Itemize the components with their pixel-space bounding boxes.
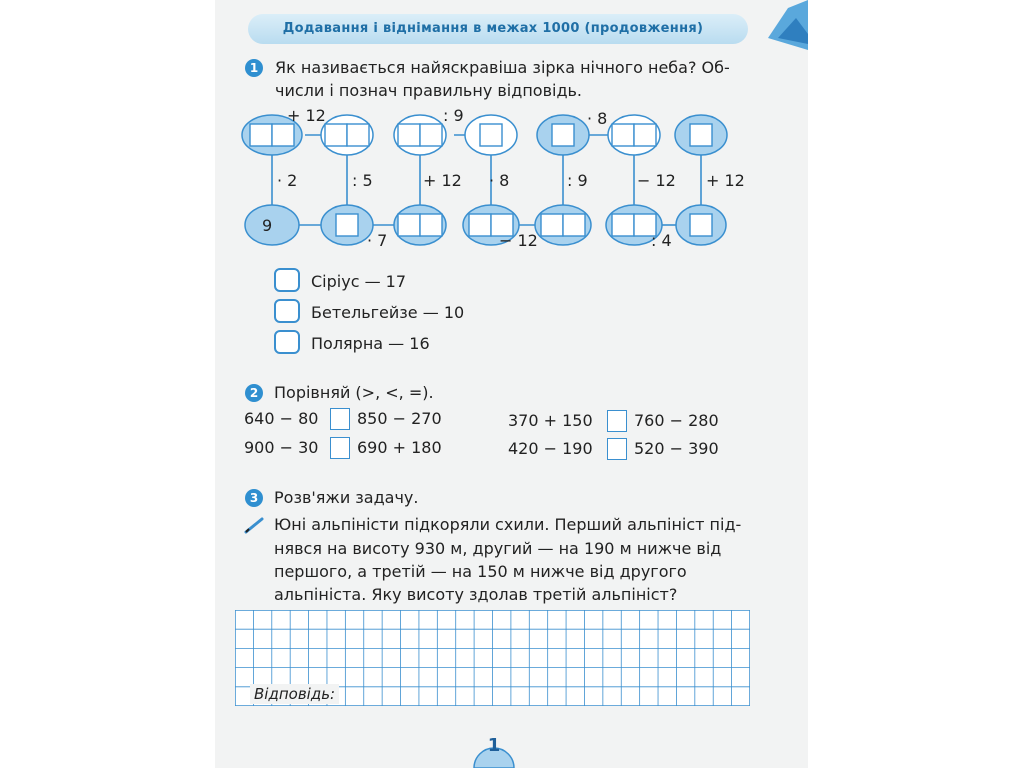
compare-right-expr: 690 + 180 xyxy=(357,438,442,457)
op-label: · 7 xyxy=(367,231,388,250)
page-title: Додавання і віднімання в межах 1000 (продовження) xyxy=(282,21,704,36)
task3-text-line: Юні альпіністи підкоряли схили. Перший альпініст під- xyxy=(274,515,742,534)
compare-right-expr: 760 − 280 xyxy=(634,411,719,430)
option-checkbox-sirius[interactable] xyxy=(274,268,300,292)
op-label: · 2 xyxy=(277,171,298,190)
option-checkbox-betelgeuse[interactable] xyxy=(274,299,300,323)
task2-title: Порівняй (>, <, =). xyxy=(274,383,434,402)
start-value: 9 xyxy=(262,216,273,235)
task-number-badge: 3 xyxy=(245,489,263,507)
task3-title: Розв'яжи задачу. xyxy=(274,488,419,507)
pencil-icon xyxy=(244,516,266,534)
compare-answer-box[interactable] xyxy=(607,410,627,432)
compare-right-expr: 850 − 270 xyxy=(357,409,442,428)
op-label: + 12 xyxy=(706,171,745,190)
op-label: · 8 xyxy=(489,171,510,190)
compare-left-expr: 370 + 150 xyxy=(508,411,593,430)
op-label: − 12 xyxy=(637,171,676,190)
task1-text-line1: Як називається найяскравіша зірка нічного неба? Об- xyxy=(275,58,730,77)
task3-text-line: нявся на висоту 930 м, другий — на 190 м нижче від xyxy=(274,539,722,558)
op-label: · 8 xyxy=(587,109,608,128)
op-label: + 12 xyxy=(423,171,462,190)
op-label: : 9 xyxy=(443,106,464,125)
compare-left-expr: 900 − 30 xyxy=(244,438,319,457)
op-label: : 4 xyxy=(651,231,672,250)
compare-answer-box[interactable] xyxy=(330,408,350,430)
page-number: 1 xyxy=(487,735,501,756)
compare-left-expr: 640 − 80 xyxy=(244,409,319,428)
op-label: : 5 xyxy=(352,171,373,190)
option-label-betelgeuse: Бетельгейзе — 10 xyxy=(311,303,465,322)
task3-text-line: першого, а третій — на 150 м нижче від другого xyxy=(274,562,687,581)
op-label: + 12 xyxy=(287,106,326,125)
op-label: : 9 xyxy=(567,171,588,190)
option-label-polaris: Полярна — 16 xyxy=(311,334,430,353)
answer-label: Відповідь: xyxy=(250,684,339,704)
option-label-sirius: Сіріус — 17 xyxy=(311,272,407,291)
compare-answer-box[interactable] xyxy=(607,438,627,460)
compare-answer-box[interactable] xyxy=(330,437,350,459)
compare-left-expr: 420 − 190 xyxy=(508,439,593,458)
compare-right-expr: 520 − 390 xyxy=(634,439,719,458)
task1-text-line2: числи і познач правильну відповідь. xyxy=(275,81,583,100)
task3-text-line: альпініста. Яку висоту здолав третій альпініст? xyxy=(274,585,678,604)
op-label: − 12 xyxy=(499,231,538,250)
option-checkbox-polaris[interactable] xyxy=(274,330,300,354)
task-number-badge: 1 xyxy=(245,59,263,77)
task-number-badge: 2 xyxy=(245,384,263,402)
